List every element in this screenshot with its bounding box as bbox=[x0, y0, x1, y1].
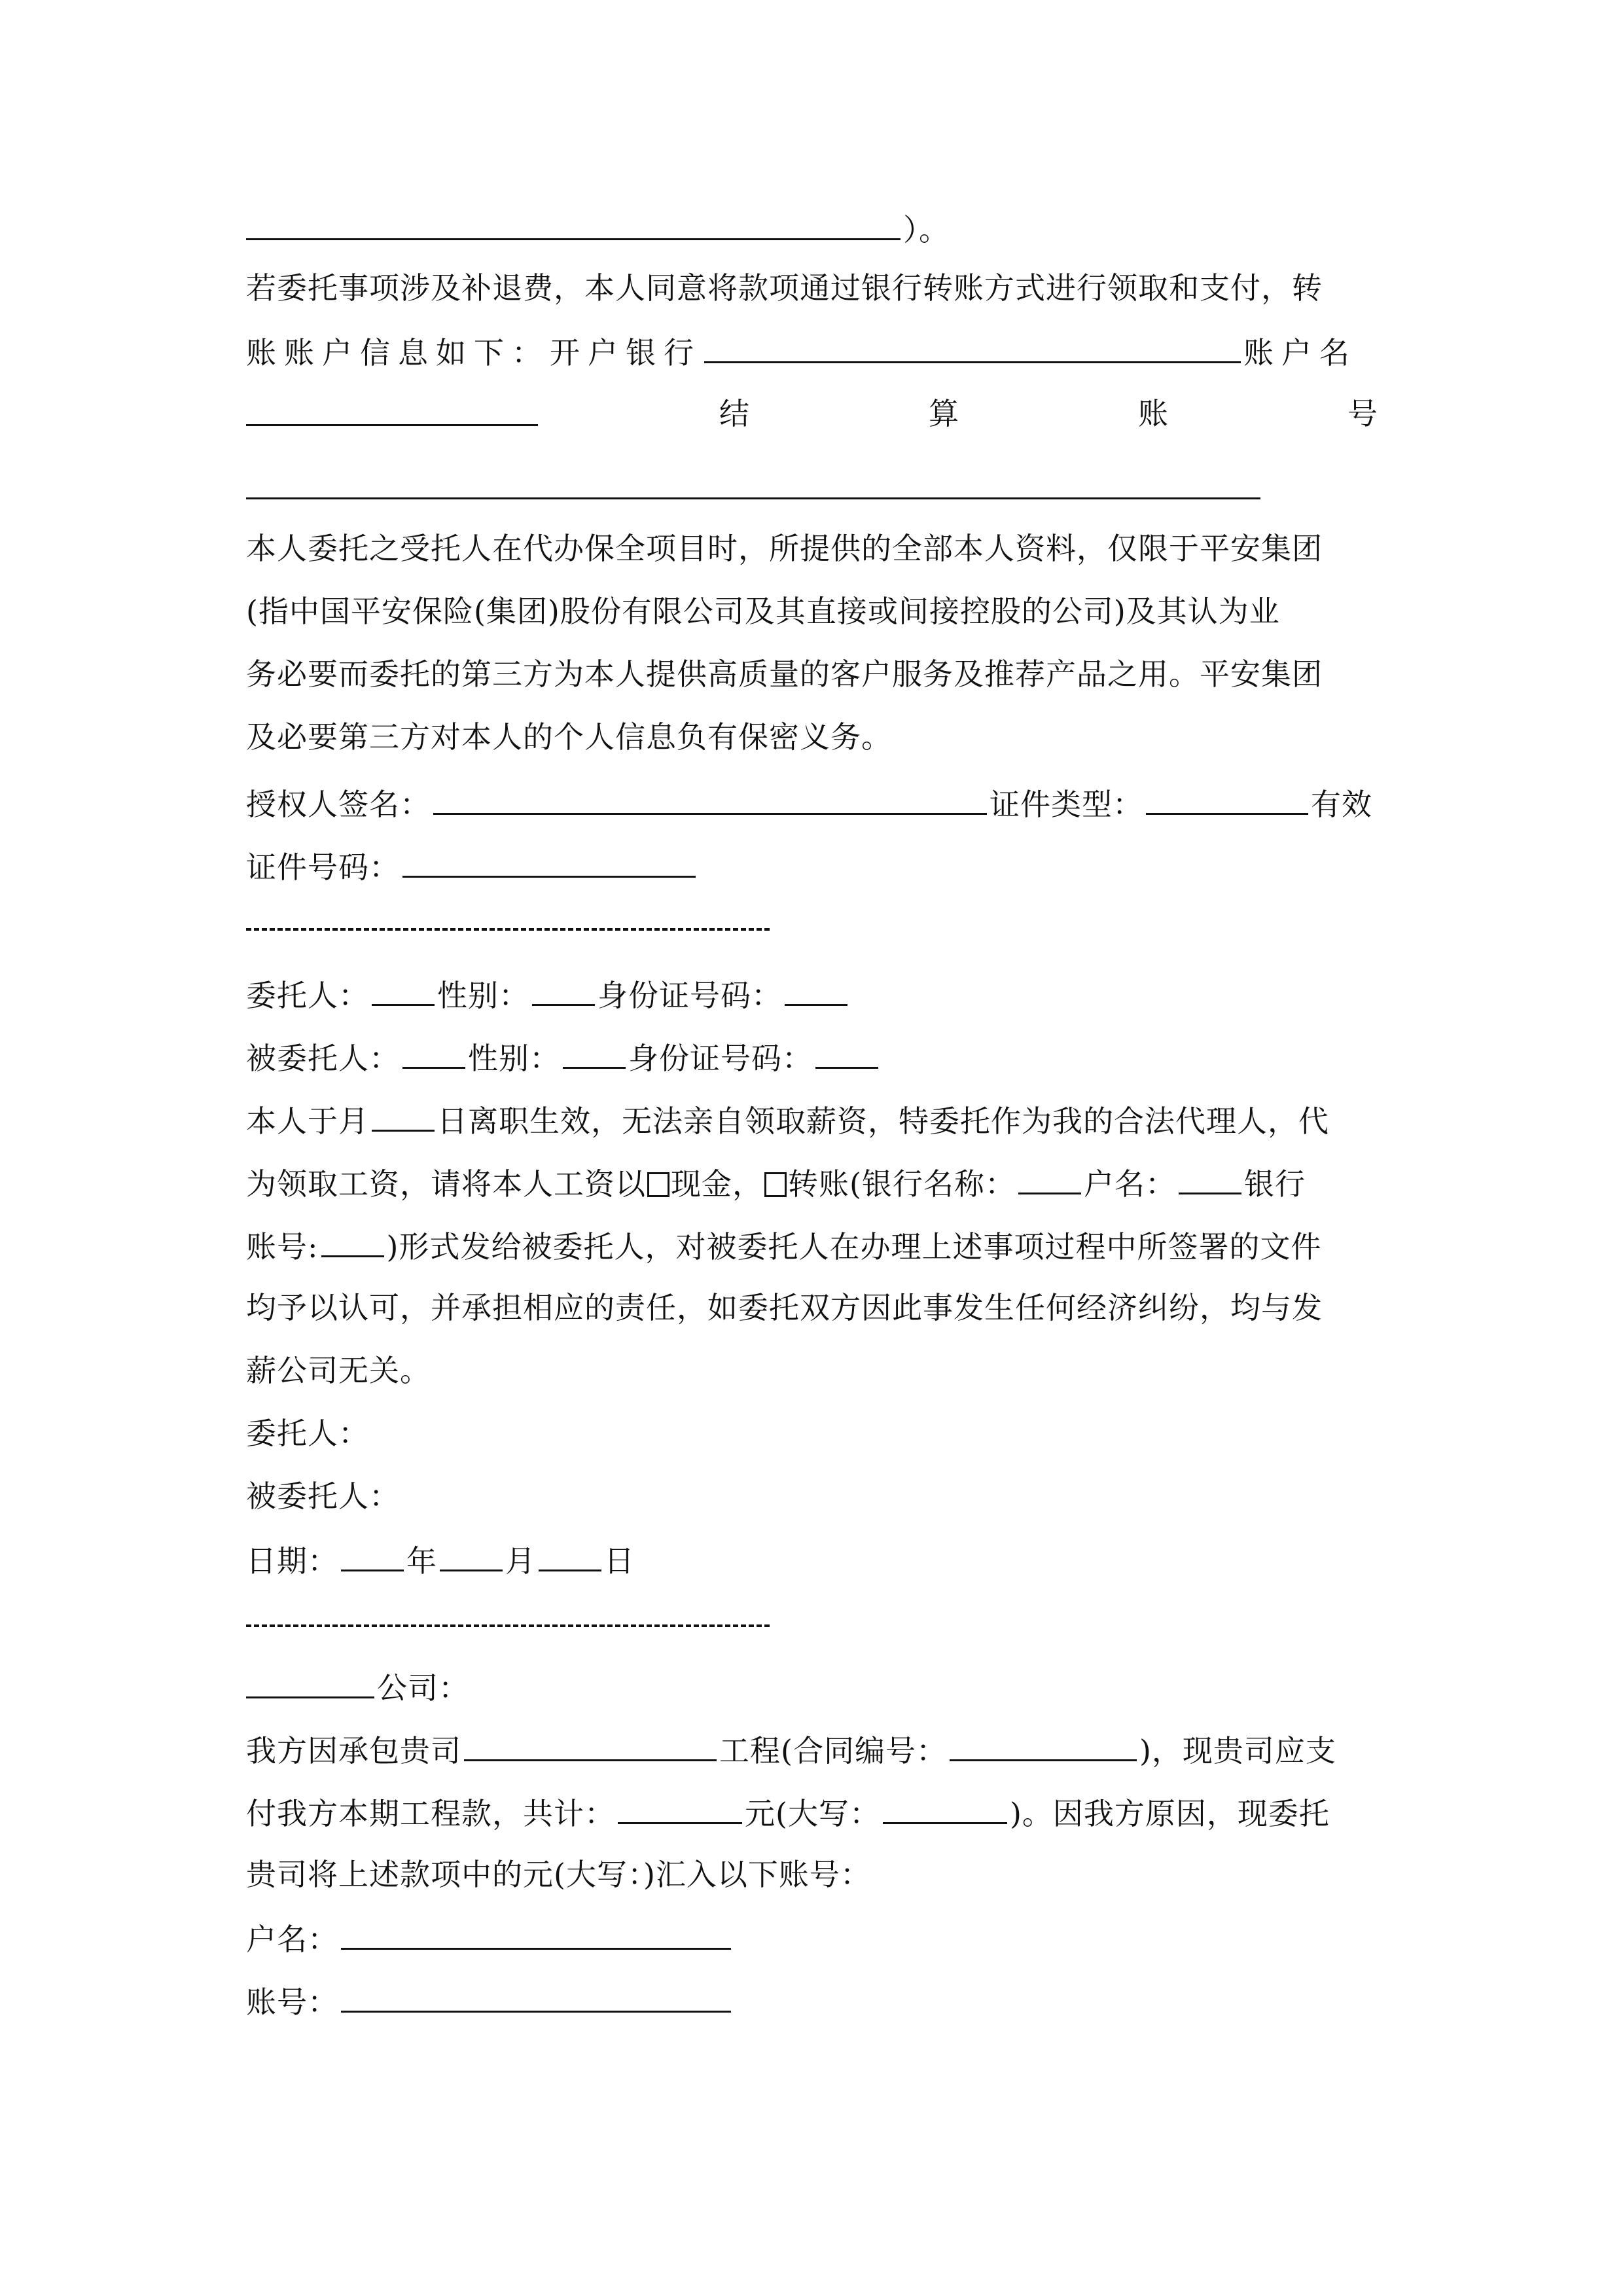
agent-sign-label: 被委托人： bbox=[246, 1479, 400, 1514]
privacy-line-1: 本人委托之受托人在代办保全项目时，所提供的全部本人资料，仅限于平安集团 bbox=[246, 531, 1323, 566]
company-address-line bbox=[246, 1666, 1378, 1708]
blank-field[interactable] bbox=[246, 208, 901, 240]
day-label: 日 bbox=[604, 1543, 635, 1579]
payment-line-2 bbox=[246, 1792, 1378, 1833]
privacy-line-4: 及必要第三方对本人的个人信息负有保密义务。 bbox=[246, 719, 892, 755]
payment-text: 我方因承包贵司 bbox=[246, 1733, 461, 1768]
agent-gender-label: 性别： bbox=[468, 1041, 560, 1076]
salary-text: 银行 bbox=[1243, 1166, 1306, 1202]
payee-name-line bbox=[246, 1918, 1378, 1959]
privacy-line-3: 务必要而委托的第三方为本人提供高质量的客户服务及推荐产品之用。平安集团 bbox=[246, 656, 1323, 692]
payment-line-3: 贵司将上述款项中的元(大写：)汇入以下账号： bbox=[246, 1857, 871, 1892]
company-suffix-label: 公司： bbox=[377, 1670, 469, 1706]
payee-account-label: 账号： bbox=[246, 1984, 338, 2020]
payee-name-field[interactable] bbox=[341, 1918, 731, 1950]
project-name-field[interactable] bbox=[464, 1729, 717, 1761]
resign-day-field[interactable] bbox=[372, 1100, 435, 1132]
salary-text: 本人于月 bbox=[246, 1103, 369, 1139]
salary-body-line-1 bbox=[246, 1100, 1378, 1141]
contract-number-field[interactable] bbox=[950, 1729, 1137, 1761]
date-label: 日期： bbox=[246, 1543, 338, 1579]
valid-label: 有效 bbox=[1311, 787, 1372, 822]
payee-name-label: 户名： bbox=[246, 1922, 338, 1957]
bank-account-number-field[interactable] bbox=[321, 1225, 384, 1257]
agent-info-line bbox=[246, 1037, 1378, 1078]
payee-account-line bbox=[246, 1981, 1378, 2022]
salary-body-line-4: 均予以认可，并承担相应的责任，如委托双方因此事发生任何经济纠纷，均与发 bbox=[246, 1290, 1323, 1325]
settlement-char-2: 算 bbox=[929, 396, 959, 431]
principal-id-field[interactable] bbox=[785, 974, 847, 1006]
agent-gender-field[interactable] bbox=[563, 1037, 626, 1069]
agent-id-field[interactable] bbox=[815, 1037, 878, 1069]
account-name-label: 账户名 bbox=[1243, 335, 1357, 370]
transfer-checkbox[interactable] bbox=[764, 1172, 787, 1197]
closing-paren-text: ）。 bbox=[903, 212, 950, 247]
year-field[interactable] bbox=[341, 1539, 404, 1571]
section-divider bbox=[246, 1624, 770, 1627]
payment-text: 付我方本期工程款，共计： bbox=[246, 1796, 615, 1831]
month-label: 月 bbox=[505, 1543, 536, 1579]
authorizer-signature-label: 授权人签名： bbox=[246, 787, 431, 822]
day-field[interactable] bbox=[539, 1539, 601, 1571]
account-name-field[interactable] bbox=[246, 394, 538, 426]
account-holder-field[interactable] bbox=[1179, 1162, 1241, 1194]
cash-checkbox[interactable] bbox=[647, 1172, 669, 1197]
amount-field[interactable] bbox=[618, 1792, 742, 1824]
principal-info-line bbox=[246, 974, 1378, 1015]
settlement-char-1: 结 bbox=[719, 396, 750, 431]
payment-text: )。因我方原因，现委托 bbox=[1009, 1796, 1330, 1831]
principal-gender-field[interactable] bbox=[532, 974, 595, 1006]
signature-line bbox=[246, 783, 1378, 824]
principal-label: 委托人： bbox=[246, 978, 369, 1013]
salary-body-line-5: 薪公司无关。 bbox=[246, 1353, 431, 1388]
payee-account-field[interactable] bbox=[341, 1981, 731, 2013]
id-number-field[interactable] bbox=[402, 846, 696, 878]
bank-name-field[interactable] bbox=[704, 331, 1241, 363]
refund-line-2 bbox=[246, 331, 1378, 372]
principal-sign-label: 委托人： bbox=[246, 1416, 369, 1451]
agent-name-field[interactable] bbox=[402, 1037, 465, 1069]
date-line bbox=[246, 1539, 1378, 1581]
company-name-field[interactable] bbox=[246, 1666, 374, 1698]
salary-text: 为领取工资，请将本人工资以 bbox=[246, 1166, 646, 1202]
principal-id-label: 身份证号码： bbox=[597, 978, 782, 1013]
refund-line-0 bbox=[246, 208, 1378, 249]
account-name-label: 户名： bbox=[1083, 1166, 1176, 1202]
account-number-label: 账号: bbox=[246, 1229, 319, 1265]
privacy-line-2: (指中国平安保险(集团)股份有限公司及其直接或间接控股的公司)及其认为业 bbox=[246, 594, 1280, 629]
salary-text: )形式发给被委托人，对被委托人在办理上述事项过程中所签署的文件 bbox=[386, 1229, 1322, 1265]
amount-uppercase-field[interactable] bbox=[883, 1792, 1007, 1824]
refund-line-1: 若委托事项涉及补退费，本人同意将款项通过银行转账方式进行领取和支付，转 bbox=[246, 270, 1323, 306]
principal-name-field[interactable] bbox=[372, 974, 435, 1006]
salary-text: 日离职生效，无法亲自领取薪资，特委托作为我的合法代理人，代 bbox=[437, 1103, 1329, 1139]
salary-body-line-3 bbox=[246, 1225, 1378, 1266]
principal-gender-label: 性别： bbox=[437, 978, 529, 1013]
id-number-label: 证件号码： bbox=[246, 850, 400, 885]
cash-option-label: 现金， bbox=[671, 1166, 763, 1202]
payment-text: 元(大写： bbox=[745, 1796, 880, 1831]
id-type-label: 证件类型： bbox=[990, 787, 1143, 822]
agent-label: 被委托人： bbox=[246, 1041, 400, 1076]
section-divider bbox=[246, 928, 770, 931]
payment-line-1 bbox=[246, 1729, 1378, 1770]
settlement-char-4: 号 bbox=[1347, 396, 1378, 431]
month-field[interactable] bbox=[440, 1539, 503, 1571]
bank-account-info-label: 账账户信息如下：开户银行 bbox=[246, 335, 702, 370]
settlement-account-field[interactable] bbox=[246, 497, 1260, 499]
refund-line-3 bbox=[246, 394, 1378, 433]
payment-text: )，现贵司应支 bbox=[1139, 1733, 1336, 1768]
id-number-line bbox=[246, 846, 1378, 887]
transfer-option-label: 转账(银行名称： bbox=[788, 1166, 1016, 1202]
agent-id-label: 身份证号码： bbox=[628, 1041, 813, 1076]
year-label: 年 bbox=[406, 1543, 437, 1579]
bank-name-field[interactable] bbox=[1018, 1162, 1081, 1194]
authorizer-signature-field[interactable] bbox=[433, 783, 987, 815]
settlement-char-3: 账 bbox=[1138, 396, 1169, 431]
salary-body-line-2 bbox=[246, 1162, 1378, 1204]
id-type-field[interactable] bbox=[1146, 783, 1308, 815]
payment-text: 工程(合同编号： bbox=[719, 1733, 947, 1768]
